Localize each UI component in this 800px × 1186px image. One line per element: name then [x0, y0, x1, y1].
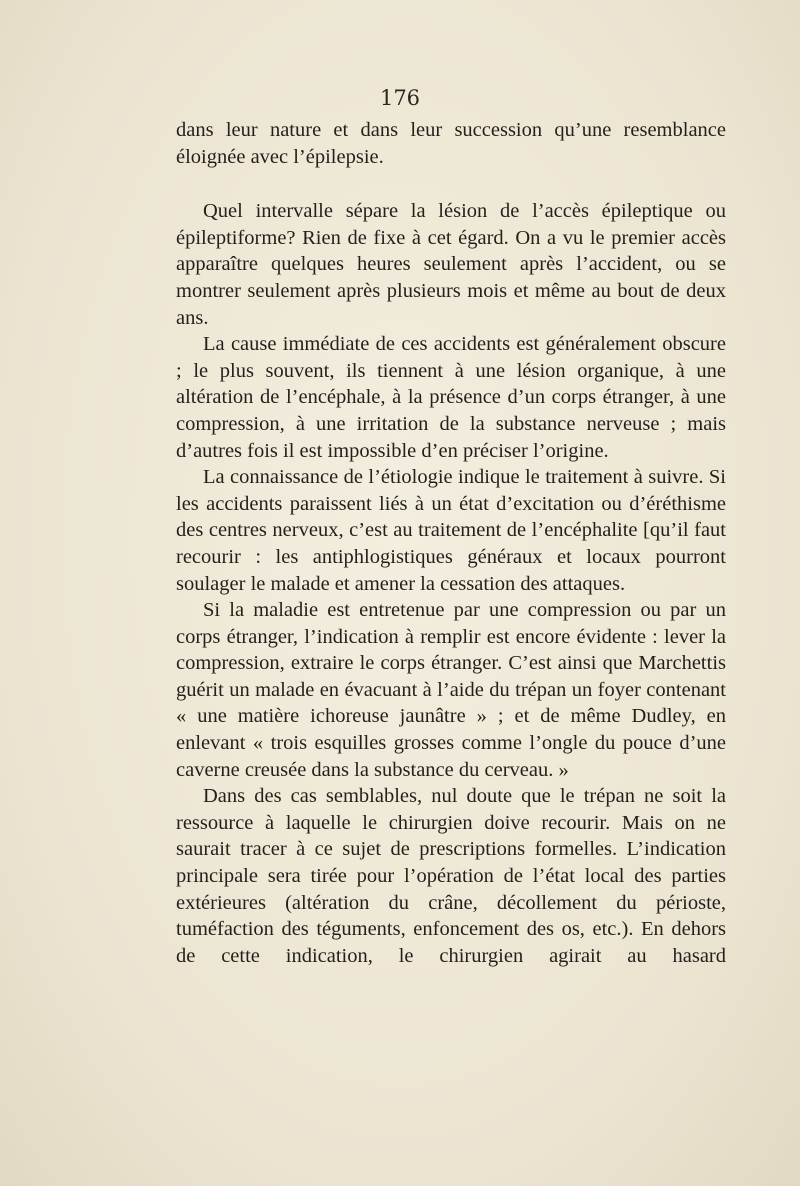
paragraph-continuation: dans leur nature et dans leur succession qu’une resemblance éloignée avec l’épilepsie. — [176, 119, 726, 168]
paragraph-interval: Quel intervalle sépare la lésion de l’accès épileptique ou épileptiforme? Rien de fixe à cet égard. On a vu le premier accès apparaître quelques heures seulement après l’accident, ou se montrer seulement après plusieurs mois et même au bout de deux ans. — [176, 200, 726, 329]
paragraph-etiology: La connaissance de l’étiologie indique le traitement à suivre. Si les accidents paraissent liés à un état d’excitation ou d’éréthisme des centres nerveux, c’est au traitement de l’encéphalite [qu’il faut recourir : les antiphlogistiques généraux et locaux pourront soulager le malade et amener la cessation des attaques. — [176, 466, 726, 595]
paragraph-trepan: Dans des cas semblables, nul doute que le trépan ne soit la ressource à laquelle le chirurgien doive recourir. Mais on ne saurait tracer à ce sujet de prescriptions formelles. L’indication principale sera tirée pour l’opération de l’état local des parties extérieures (altération du crâne, décollement du périoste, tuméfaction des téguments, enfoncement des os, etc.). En dehors de cette indication, le chirurgien agirait au hasard — [176, 785, 726, 967]
page-number: 176 — [379, 86, 421, 110]
body-text — [176, 117, 726, 969]
paragraph-compression: Si la maladie est entretenue par une compression ou par un corps étranger, l’indication à remplir est encore évidente : lever la compression, extraire le corps étranger. C’est ainsi que Marchettis guérit un malade en évacuant à l’aide du trépan un foyer contenant « une matière ichoreuse jaunâtre » ; et de même Dudley, en enlevant « trois esquilles grosses comme l’ongle du pouce d’une caverne creusée dans la substance du cerveau. » — [176, 599, 726, 781]
paragraph-cause: La cause immédiate de ces accidents est généralement obscure ; le plus souvent, ils tiennent à une lésion organique, à une altération de l’encéphale, à la présence d’un corps étranger, à une compression, à une irritation de la substance nerveuse ; mais d’autres fois il est impossible d’en préciser l’origine. — [176, 333, 726, 462]
